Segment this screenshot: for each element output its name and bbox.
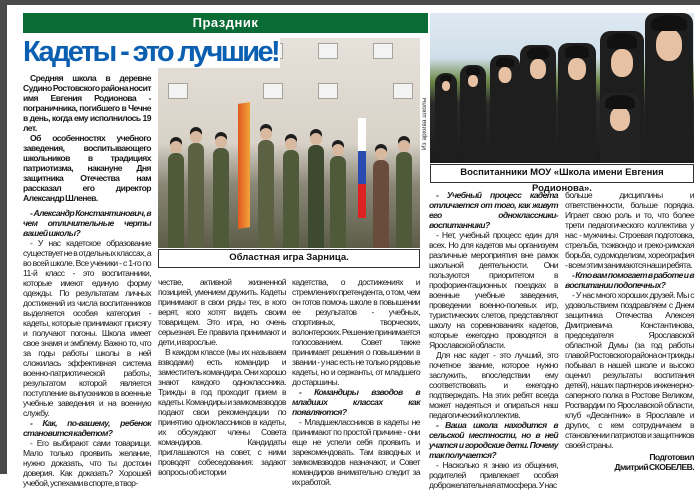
- paragraph: - Насколько я знаю из общения, родителей привлекает особая доброжелательная атмосфера. У нас: [429, 460, 558, 490]
- question: - Кто вам помогает в работе и в воспитании подопечных?: [565, 270, 694, 290]
- paragraph: - Его выбирают сами товарищи. Мало только проявить желание, нужно доказать, что ты достоин доверия. Как доказать? Хорошей учебой, успехами в спорте, в твор-: [23, 438, 151, 488]
- question: - Учебный процесс кадета отличается от того, как живут его одноклассники-воспитанники?: [429, 190, 558, 230]
- paragraph: кадетства, о достижениях и стремлениях претендента, о том, чем он готов помочь школе в повышении ее результатов - учебных, спортивных, творческих, волонтерских. Решение принимается голосованием. Совет также принимает решения о повышении в звании - у нас есть не только рядовые кадеты, но и сержанты, от младшего до старшины.: [292, 277, 420, 387]
- paragraph: - У нас кадетское образование существует не в отдельных классах, а во всей школе. Все ученики - с 1-го по 11-й класс - это воспитанники, которые имеют единую форму одежды. По результатам личных достижений из числа воспитанников выделяется особая категория - кадеты, которые принимают присягу и получают погоны. Школа имеет свое знамя и эмблему. Важно то, что за годы работы школы в ней сложилась эффективная система военно-патриотической работы, результатом которой является поступление выпускников в военные учебные заведения и на военную службу.: [23, 238, 151, 418]
- paragraph: В каждом классе (мы их называем взводами) есть командир и заместитель командира. Они хорошо знают каждого одноклассника. Трижды в год проходит прием в кадеты. Командиры и замкомвзводов подают свои рекомендации по принятию одноклассников в кадеты, их обсуждают члены Совета командиров. Кандидаты приглашаются на совет, с ними проводят собеседования: задают вопросы об истории: [158, 347, 286, 477]
- paragraph: честве, активной жизненной позицией, умением дружить. Кадеты принимают в свои ряды тех, в кого верят, кого хотят видеть своим товарищем. Это игра, но очень серьезная. Ее правила принимают и дети, и взрослые.: [158, 277, 286, 347]
- photo-zarnitsa-game: [158, 38, 420, 248]
- paragraph: Для нас кадет - это лучший, это почетное звание, которое нужно заслужить, впоследствии ему соответствовать и ежегодно подтверждать. На этих ребят всегда может надеяться и опираться наш педагогический коллектив.: [429, 350, 558, 420]
- question: - Командиры взводов в младших классах как появляются?: [292, 387, 420, 417]
- byline: Подготовил: [649, 452, 694, 462]
- text-column-4: [429, 190, 558, 490]
- text-column-2: [158, 277, 286, 477]
- page-border-top: [0, 0, 700, 5]
- lead-paragraph: Средняя школа в деревне Судино Ростовского района носит имя Евгения Родионова - пограничника, погибшего в Чечне в день, когда ему исполнилось 19 лет.: [23, 73, 151, 133]
- article-title-text: Кадеты - это лучшие!: [23, 36, 279, 68]
- question: - Как, по-вашему, ребенок становится кадетом?: [23, 418, 151, 438]
- text-column-5: [565, 190, 694, 472]
- page-border-left: [0, 0, 7, 474]
- paragraph: больше дисциплины и ответственности, больше порядка. Играет свою роль и то, что более трети педагогического коллектива у нас - мужчины. Строевая подготовка, стрельба, тхэквондо и греко-римская борьба, судомоделизм, хореография - всем этим занимаются наши ребята.: [565, 190, 694, 270]
- photo-caption: Воспитанники МОУ «Школа имени Евгения Родионова».: [430, 164, 694, 183]
- section-rubric: Праздник: [23, 13, 428, 32]
- question: - Ваша школа находится в сельской местности, но в ней учатся и городские дети. Почему так получается?: [429, 420, 558, 460]
- text-column-3: [292, 277, 420, 487]
- photo-cadets: [430, 13, 694, 163]
- text-column-1: [23, 73, 151, 488]
- byline: Дмитрий СКОБЕЛЕВ.: [614, 462, 694, 472]
- paragraph: - Нет, учебный процесс един для всех. Но для кадетов мы организуем различные мероприятия вне рамок школьной деятельности. Они пользуются приоритетом в профориентационных поездках в военные учебные заведения, проведении военно-полевых игр, туристических слетов, представляют школу на соревнованиях кадетов, которые ежегодно проводятся в Ярославской области.: [429, 230, 558, 350]
- photo-credit: Из архива школы: [421, 97, 428, 150]
- rubric-divider: [23, 32, 428, 33]
- article-title: [23, 36, 280, 68]
- paragraph: - У нас много хороших друзей. Мы с удовольствием поздравляем с Днем защитника Отечества Алексея Дмитриевича Константинова, председателя Ярославской областной Думы (за год работы главой Ростовского района он трижды побывал в нашей школе и высоко оценил результаты воспитания детей), наших партнеров инженерно-саперного полка в Ростове Великом, Росгвардии по Ярославской области, клуб «Десантник» в Ярославле и других, с кем сотрудничаем в становлении патриотов и защитников своей страны.: [565, 290, 694, 450]
- question: - Александр Константинович, в чем отличительные черты вашей школы?: [23, 208, 151, 238]
- lead-paragraph: Об особенностях учебного заведения, воспитывающего школьников в традициях патриотизма, накануне Дня защитника Отечества нам рассказал его директор Александр Шленев.: [23, 133, 151, 203]
- photo-caption: Областная игра Зарница.: [158, 249, 420, 268]
- paragraph: - Младшеклассников в кадеты не принимают по простой причине - они еще не успели себя проявить и зарекомендовать. Там взводных и замкомвзводов назначают, и Совет командиров внимательно следит за их работой.: [292, 417, 420, 487]
